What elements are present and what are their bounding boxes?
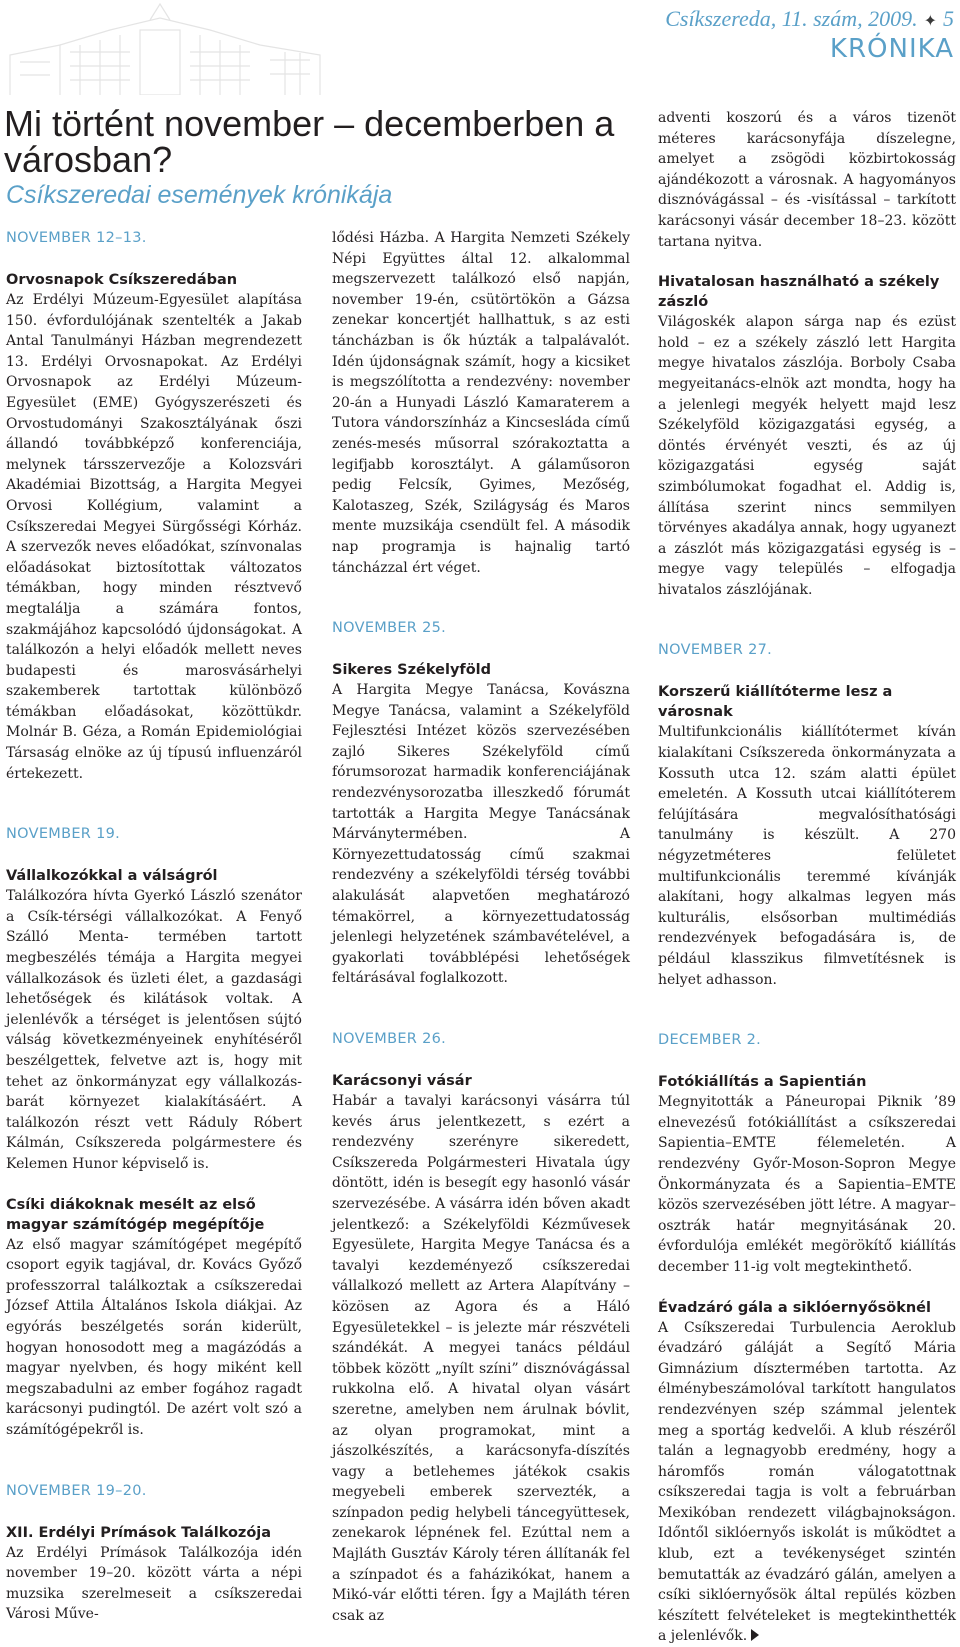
news-heading: Karácsonyi vásár (332, 1073, 472, 1089)
building-watermark (0, 0, 330, 95)
column-1 (6, 228, 302, 1625)
news-heading: Évadzáró gála a siklóernyősöknél (658, 1299, 931, 1316)
news-body: Az Erdélyi Múzeum-Egyesület alapítása 150. évfordulójának szentelték a Jakab Antal Tanulmányi Házban megrendezett 13. Erdélyi Orvosnapokat. Az Erdélyi Orvosnapok az Erdélyi Múzeum-Egyesület (EME) Gyógyszerészeti és Orvostudományi Szakosztályának őszi állandó továbbképző konferenciája, melynek társszervezője a Kolozsvári Akadémiai Bizottság, a Hargita Megyei Orvosi Kollégium, valamint a Csíkszeredai Megyei Sürgősségi Kórház. A szervezők neves előadókat, színvonalas előadásokat biztosítottak változatos témákban, hogy minden résztvevő megtalálja a számára fontos, szakmájához kapcsolódó újdonságokat. A találkozón a helyi előadók mellett neves budapesti és marosvásárhelyi szakemberek tartottak különböző témákban előadásokat, közöttükdr. Molnár B. Géza, a Román Epidemiológiai Társaság elnöke az új típusú influenzáról értekezett. (6, 292, 302, 782)
column-2 (332, 228, 630, 1626)
news-body (658, 1318, 956, 1647)
news-body: Megnyitották a Páneuropai Piknik ’89 elnevezésű fotókiállítást a csíkszeredai Sapientia–EMTE félemeletén. A rendezvény Győr-Moson-Sopron Megye Önkormányzata és a Sapientia–EMTE közös szervezésében jött létre. A magyar–osztrák határ megnyitásának 20. évfordulója emlékét megörökítő kiállítás december 11-ig volt megtekinthető. (658, 1094, 956, 1275)
issue-info: Csíkszereda, 11. szám, 2009. (665, 6, 918, 31)
news-body: Multifunkcionális kiállítótermet kíván kialakítani Csíkszereda önkormányzata a Kossuth utca 12. szám alatti épület emeletén. A Kossuth utcai kiállítóterem felújítására megvalósíthatósági tanulmány is készült. A 270 négyzetméteres felületet multifunkcionális teremmé kívánják alakítani, hogy alkalmas legyen más kulturális, elsősorban multimédiás rendezvények befogadására is, de például klasszikus filmvetítésnek is helyet adhasson. (658, 724, 956, 988)
news-heading: Korszerű kiállítóterme lesz a városnak (658, 684, 893, 721)
news-heading: XII. Erdélyi Prímások Találkozója (6, 1524, 272, 1541)
news-body: A Hargita Megye Tanácsa, Kovászna Megye Tanácsa, valamint a Székelyföld Fejlesztési Intézet közös szervezésében zajló Sikeres Székelyföld című fórumsorozat harmadik konferenciájának rendezvénysorozatba illeszkedő fórumát tartották a Hargita Megye Tanácsának Márványtermében. A Környezettudatosság című szakmai rendezvény a székelyföldi térség további alakulását alapvetően meghatározó témakörrel, a környezettudatosság jelenlegi helyzetének számbavételével, a gyakorlati továbblépési lehetőségek feltárásával foglalkozott. (332, 682, 630, 987)
news-heading: Fotókiállítás a Sapientián (658, 1074, 867, 1091)
separator-icon: ✦ (923, 13, 937, 30)
news-body-text: A Csíkszeredai Turbulencia Aeroklub évadzáró gáláját a Segítő Mária Gimnázium dísztermében tartotta. Az élménybeszámolóval tarkított hangulatos rendezvényen szép számmal jelentek meg a sportág kedvelői. A klub részéről talán a legnagyobb eredmény, hogy a háromfős román válogatottnak csíkszeredai tagja is volt a februárban Mexikóban rendezett világbajnokságon. Időntől siklóernyős iskolát is működtet a klub, ezt a tevékenységet szintén bemutatták az évadzáró gálán, amelyen a csíki siklóernyősök által repülés közben készített felvételeket is megtekinthették a jelenlévők. (658, 1319, 956, 1645)
news-body: adventi koszorú és a város tizenöt méteres karácsonyfája díszelegne, amelyet a zsögödi közbirtokosság ajándékozott a városnak. A hagyományos disznóvágással – és -visítással – tarkított karácsonyi vásár december 18–23. között tartana nyitva. (658, 110, 956, 250)
date-heading: NOVEMBER 12–13. (6, 230, 147, 246)
date-heading: NOVEMBER 27. (658, 642, 773, 659)
date-heading: NOVEMBER 25. (332, 620, 447, 637)
issue-header (665, 6, 954, 32)
date-heading: DECEMBER 2. (658, 1032, 762, 1049)
date-heading: NOVEMBER 19. (6, 826, 121, 843)
page-number: 5 (943, 6, 954, 31)
end-arrow-icon (751, 1629, 759, 1641)
news-heading: Hivatalosan használható a székely zászló (658, 274, 940, 311)
article-subtitle: Csíkszeredai események krónikája (6, 181, 393, 209)
date-heading: NOVEMBER 26. (332, 1031, 447, 1047)
news-heading: Vállalkozókkal a válságról (6, 868, 218, 885)
news-body: Az Erdélyi Prímások Találkozója idén november 19–20. között várta a népi muzsika szerelmeseit a csíkszeredai Városi Műve- (6, 1544, 302, 1623)
news-heading: Orvosnapok Csíkszeredában (6, 272, 238, 288)
column-3 (658, 108, 956, 1647)
news-body: Világoskék alapon sárga nap és ezüst hold – ez a székely zászló lett Hargita megye hivatalos zászlója. Borboly Csaba megyeitanács-elnök azt mondta, hogy ha a jelenlegi megyék helyett majd lesz Székelyföld közigazgatási egység, a döntés érvényét veszti, és az új közigazgatási egység saját szimbólumokat fogadhat el. Addig is, állítása szerint nincs semmilyen törvényes akadálya annak, hogy ugyanezt a zászlót más közigazgatási egység is – megye vagy település – elfogadja hivatalos zászlójának. (658, 314, 956, 598)
news-body: Találkozóra hívta Gyerkó László szenátor a Csík-térségi vállalkozókat. A Fenyő Szálló Menta- termében tartott megbeszélés témája a Hargita megyei vállalkozások és üzleti élet, a gazdasági lehetőségek és kilátások voltak. A jelenlévők a térséget is jelentősen sújtó válság következményeinek enyhítéséről beszélgettek, felvetve azt is, hogy mit tehet az önkormányzat egy vállalkozás-barát környezet kialakításáért. A találkozón részt vett Ráduly Róbert Kálmán, Csíkszereda polgármestere és Kelemen Hunor képviselő is. (6, 888, 302, 1172)
news-heading: Sikeres Székelyföld (332, 662, 492, 679)
news-body: lődési Házba. A Hargita Nemzeti Székely Népi Együttes által 12. alkalommal megszervezett találkozó első napján, november 19-én, csütörtökön a Gázsa zenekar koncertjét hallhattuk, s az esti táncházban is ők húzták a talpalávalót. Idén újdonságnak számít, hogy a kicsiket is megszólította a rendezvény: november 20-án a Hunyadi László Kamaraterem a Tutora vándorszínház a Kincsesláda című zenés-mesés műsorral szórakoztatta a legifjabb korosztályt. A gálaműsoron pedig Felcsík, Gyimes, Mezőség, Kalotaszeg, Szék, Szilágyság és Maros mente muzsikája csendült fel. A második nap programja is hajnalig tartó táncházzal ért véget. (332, 230, 630, 576)
date-heading: NOVEMBER 19–20. (6, 1482, 147, 1499)
news-body: Habár a tavalyi karácsonyi vásárra túl kevés árus jelentkezett, s ezért a rendezvény szerényre sikeredett, Csíkszereda Polgármesteri Hivatala úgy döntött, idén is besegít egy hasonló vásár szervezésébe. A vásárra idén bőven akadt jelentkező: a Székelyföldi Kézművesek Egyesülete, Hargita Megye Tanácsa és a tavalyi kezdeményező csíkszeredai vállalkozó mellett az Artera Alapítvány – közösen az Agora és a Háló Egyesületekkel – is jelezte már részvételi szándékát. A megyei tanács például többek között „nyílt színi” disznóvágással rukkolna elő. A hivatal olyan vásárt szeretne, amelyben nem árulnak bóvlit, az olyan programokat, mint a jászolkészítés, a karácsonyfa-díszítés vagy a betlehemes játékok csakis megyebeli emberek szervezték, a színpadon pedig helybeli táncegyüttesek, zenekarok lépnének fel. Ezúttal nem a Majláth Gusztáv Károly téren állítanák fel a színpadot és a faházikókat, hanem a Mikó-vár előtti téren. Így a Majláth téren csak az (332, 1093, 630, 1624)
news-heading: Csíki diákoknak mesélt az első magyar számítógép megépítője (6, 1196, 265, 1233)
news-body: Az első magyar számítógépet megépítő csoport egyik tagjával, dr. Kovács Győző professzorral találkoztak a csíkszeredai József Attila Általános Iskola diákjai. Az egyórás beszélgetés során kiderült, hogyan honosodott meg a magázódás a magyar nyelvben, és hogy miként kell megszabadulni az ember fogához ragadt karácsonyi pudingtól. De azért volt szó a számítógépekről is. (6, 1236, 302, 1438)
article-title: Mi történt november – decemberben a városban? (4, 103, 615, 180)
section-name: KRÓNIKA (829, 34, 954, 64)
